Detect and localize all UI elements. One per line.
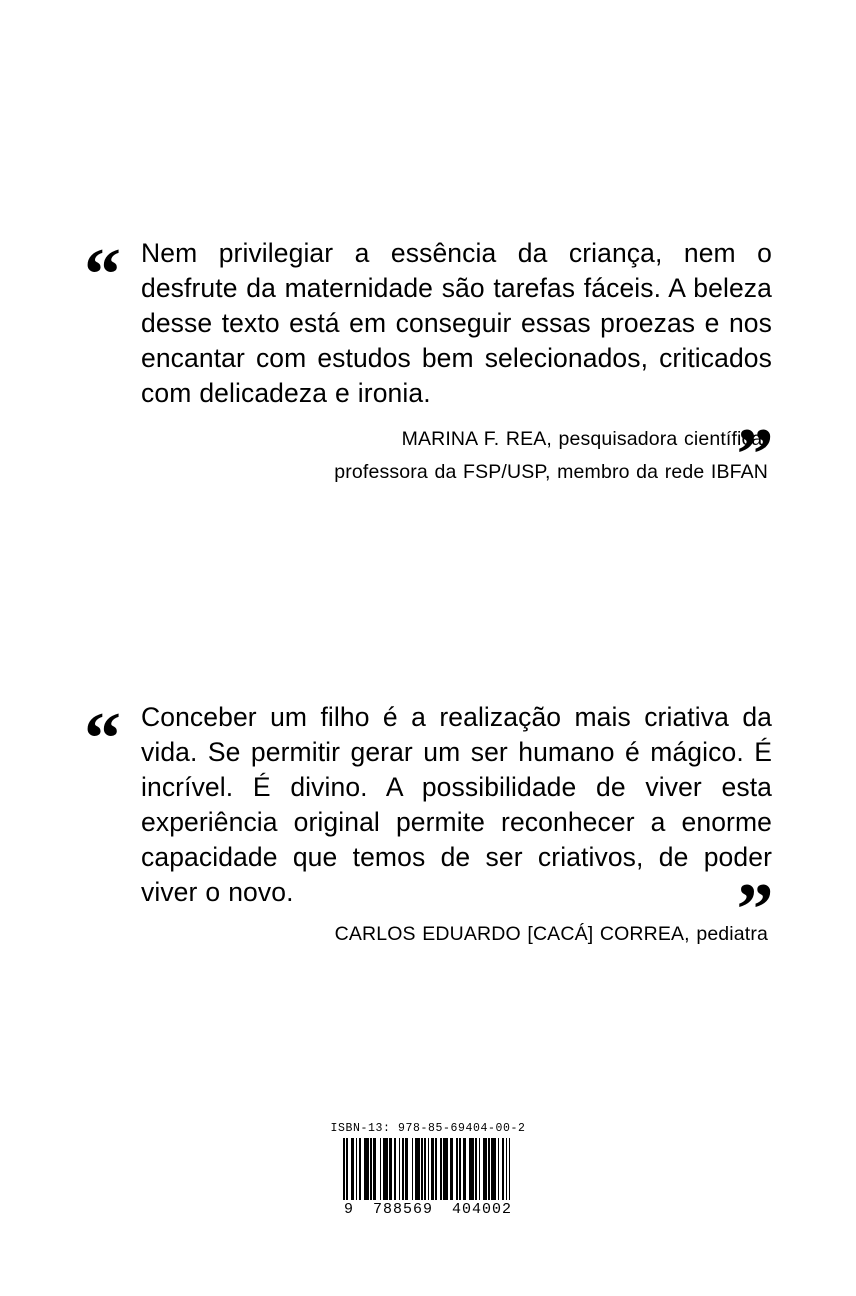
quote-attribution-1	[84, 423, 772, 489]
quote-text-2: Conceber um filho é a realização mais criativa da vida. Se permitir gerar um ser humano é mágico. É incrível. É divino. A possibilidade de viver esta experiência original permite reconhecer a enorme capacidade que temos de ser criativos, de poder viver o novo.	[141, 702, 772, 907]
open-quote-icon: “	[84, 234, 120, 316]
barcode-digit-group-1: 788569	[372, 1201, 433, 1218]
barcode-bars	[343, 1138, 513, 1200]
quote-block-2	[84, 700, 772, 951]
barcode-digits	[343, 1201, 513, 1218]
barcode-digit-group-2: 404002	[451, 1201, 512, 1218]
open-quote-icon: “	[84, 698, 120, 780]
quote-attribution-2	[84, 918, 772, 951]
attribution-line: MARINA F. REA, pesquisadora científica,	[401, 428, 768, 450]
attribution-line: CARLOS EDUARDO [CACÁ] CORREA, pediatra	[334, 923, 768, 945]
close-quote-icon: ”	[736, 869, 772, 951]
barcode-digit-left: 9	[344, 1201, 355, 1218]
attribution-line: professora da FSP/USP, membro da rede IBFAN	[334, 461, 768, 483]
barcode-area	[0, 1122, 856, 1218]
close-quote-icon: ”	[736, 414, 772, 496]
isbn-label: ISBN-13: 978-85-69404-00-2	[330, 1122, 526, 1135]
quote-text-1: Nem privilegiar a essência da criança, nem o desfrute da maternidade são tarefas fáceis. A beleza desse texto está em conseguir essas proezas e nos encantar com estudos bem selecionados, criticados com delicadeza e ironia.	[141, 238, 772, 408]
barcode-image	[343, 1138, 513, 1218]
quote-block-1	[84, 234, 772, 496]
